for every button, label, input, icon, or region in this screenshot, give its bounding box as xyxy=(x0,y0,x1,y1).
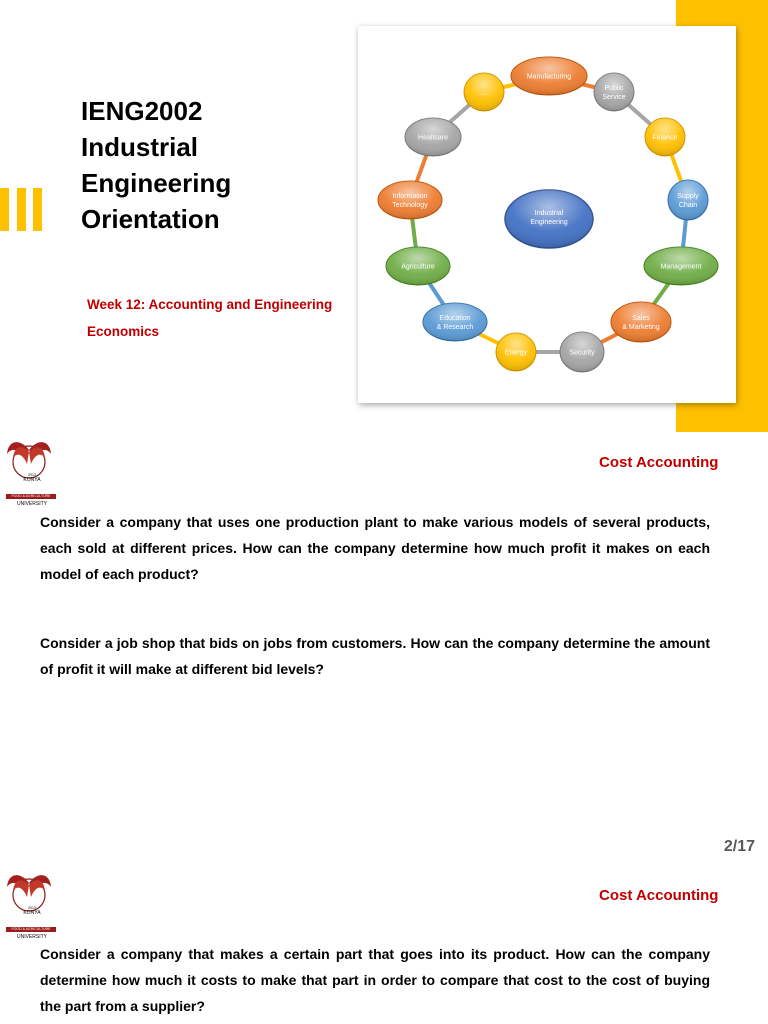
logo-year: 2013 xyxy=(28,473,36,477)
accent-bars xyxy=(0,188,46,231)
logo-university: UNIVERSITY xyxy=(16,934,47,940)
diagram-node xyxy=(511,57,587,95)
diagram-node-label: Public Service xyxy=(602,85,626,101)
diagram-svg xyxy=(358,26,736,403)
ie-fields-diagram xyxy=(358,26,736,403)
logo-name: KONYA xyxy=(23,910,41,916)
page-number: 2/17 xyxy=(723,838,755,855)
logo-year: 2013 xyxy=(28,906,36,910)
diagram-node xyxy=(611,302,671,342)
course-title-line-3: Engineering xyxy=(81,168,232,198)
course-title-line-2: Industrial xyxy=(81,132,199,162)
diagram-node-label: Finance xyxy=(652,134,678,142)
diagram-node xyxy=(594,73,634,111)
logo-name: KONYA xyxy=(23,477,41,483)
diagram-node xyxy=(378,181,442,219)
diagram-node-label: Management xyxy=(660,263,702,271)
diagram-node-label: Agriculture xyxy=(401,263,435,271)
diagram-node xyxy=(496,333,536,371)
diagram-node xyxy=(668,180,708,220)
diagram-node-label: Information Technology xyxy=(392,193,428,209)
course-code: IENG2002 xyxy=(81,96,203,126)
diagram-node xyxy=(464,73,504,111)
paragraph: Consider a company that uses one production plant to make various models of several products, each sold at different prices. How can the company determine how much profit it makes on each model of each product? xyxy=(40,514,710,582)
paragraph: Consider a job shop that bids on jobs from customers. How can the company determine the amount of profit it will make at different bid levels? xyxy=(40,635,710,677)
course-title-line-4: Orientation xyxy=(81,204,220,234)
diagram-node xyxy=(560,332,604,372)
logo-band: FOOD & AGRICULTURE xyxy=(6,927,56,932)
diagram-node-label: Supply Chain xyxy=(677,193,699,209)
svg-text:IndustrialEngineering: Industrial Engineering xyxy=(530,210,568,226)
diagram-node-label: Security xyxy=(569,349,595,357)
diagram-node-label: Sales & Marketing xyxy=(622,315,660,331)
diagram-node xyxy=(386,247,450,285)
diagram-node xyxy=(644,247,718,285)
course-title xyxy=(81,93,341,237)
section-title: Cost Accounting xyxy=(599,454,719,471)
section-title: Cost Accounting xyxy=(599,887,719,904)
university-logo xyxy=(2,432,62,510)
university-logo xyxy=(2,865,62,943)
paragraph: Consider a company that makes a certain part that goes into its product. How can the company determine how much it costs to make that part in order to compare that cost to the cost of buying the part from a supplier? xyxy=(40,946,710,1014)
diagram-node-label: Healtcare xyxy=(418,134,448,142)
diagram-node-label: Manufacturing xyxy=(526,73,572,81)
diagram-node-label: .... xyxy=(480,89,488,97)
diagram-node xyxy=(423,303,487,341)
logo-university: UNIVERSITY xyxy=(16,501,47,507)
diagram-node-label: Education & Research xyxy=(436,315,474,331)
diagram-node-label: Energy xyxy=(504,349,528,357)
week-subtitle: Week 12: Accounting and Engineering Economics xyxy=(87,297,333,339)
title-slide xyxy=(0,0,768,430)
center-node xyxy=(505,190,593,248)
diagram-node xyxy=(645,118,685,156)
logo-band: FOOD & AGRICULTURE xyxy=(6,494,56,499)
diagram-node xyxy=(405,118,461,156)
